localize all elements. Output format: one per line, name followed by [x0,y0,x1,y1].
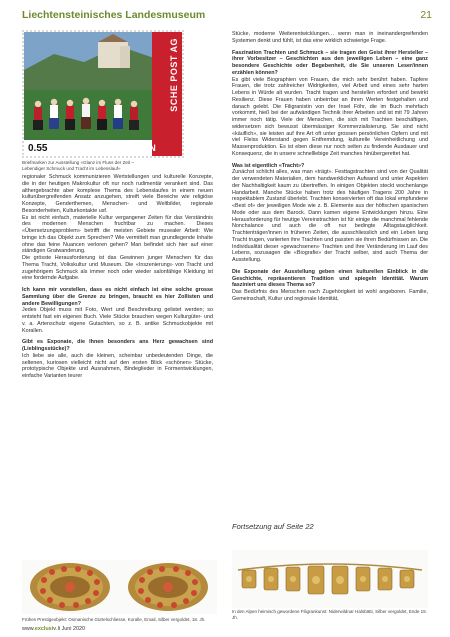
stamp-illustration [24,32,182,156]
footer [22,626,85,632]
footer-suffix: .li Juni 2020 [56,626,85,632]
stamp-caption-line: Lebendiger Schmuck und Tracht im Lebenslauf» [22,165,121,171]
continued-note: Fortsetzung auf Seite 22 [232,522,314,531]
paragraph: Stücke, moderne Weiterentwicklungen… wenn man in ineinandergreifenden Systemen denkt und fühlt, ist das eine wirklich schwierige Frage. [232,31,428,44]
left-column [22,174,213,380]
stamp-country: LIECHTENSTEIN [81,143,156,153]
interview-question: Gibt es Exponate, die Ihnen besonders ans Herz gewachsen sind (Lieblingsstücke)? [22,339,213,352]
interview-question: Ich kann mir vorstellen, dass es nicht einfach ist eine solche grosse Sammlung über die Grenze zu bringen, braucht es hier Zollisten und andere Bewilligungen? [22,287,213,307]
stamp-post-label: SCHE POST AG [169,38,179,112]
paragraph: Zunächst schlicht alles, was man «trägt». Festtagstrachten sind von der Qualität der verwendeten Materialien, dem handwerklichen Aufwand und unter Aspekten der Nachhaltigkeit kaum zu übertreffen. In einigen Objekten steckt wochenlange Handarbeit. Manche Stücke haben trotz des häufigen Tragens 200 Jahre in respektablem Zustand überlebt. Trachten konservierten oft das lokal empfundene «Best of» der jeweiligen Mode wie z. B. Elemente aus der höfischen spanischen Mode oder aus dem Barock. Dann kamen eigene Entwicklungen hinzu. Eine Herausforderung für heutige Vereinstrachten ist für einige die manchmal fehlende Nonchalance und auch die oft nur bedingte Alltagstauglichkeit. Trachtenträger/innen in früheren Zeiten, die ausschliesslich und ein Leben lang Tracht trugen, variierten ihre Trachten und passten sie ihren Bedürfnissen an. Die Individualität dieser «gewachsenen» Trachten und ihre Veränderung im Lauf des Lebens, sozusagen die «Biografie» der Tracht selber, sind auch Thema der Ausstellung. [232,169,428,263]
stamp-caption [22,160,207,171]
right-column [232,31,428,303]
interview-question: Faszination Trachten und Schmuck – sie tragen den Geist ihrer Hersteller – ihrer Vorbesitzer – Geschichten aus den jeweiligen Leben – eine ganz besondere Geschichte oder Begebenheit, die Sie unseren Leser/innen erzählen können? [232,49,428,76]
footer-prefix: www. [22,626,35,632]
interview-question: Was ist eigentlich «Tracht»? [232,162,305,169]
paragraph: regionaler Schmuck kommunizieren Wertstellungen und kulturelle Konzepte, die in der heutigen Makrokultur oft nur noch rudimentär verankert sind. Das althergebrachte aber komplexe Thema des Lebenslaufes in einem neuen kulturübergreifenden Ansatz anzugehen, streift viele Bereiche wie religiöse Konzepte, Genderthemen, Menschen- und Weltbilder, regionale Besonderheiten, Kulturkontakte usf. [22,174,213,214]
stamp-value: 0.55 [28,143,48,154]
footer-brand: exclusiv [34,626,57,632]
interview-question: Die Exponate der Ausstellung geben einen kulturellen Einblick in die Geschichte, repräsentieren Tradition und spiegeln Identität. Warum fasziniert uns dieses Thema so? [232,268,428,289]
paragraph: Ich liebe sie alle, auch die kleinen, scheinbar unbedeutenden Dinge, die seltenen, kuriosen vielleicht nicht auf den ersten Blick «schönen» Stücke, prototypische Objekte und Ausnahmen, Bindeglieder in Formentwicklungen, einfache Varianten teurer [22,352,213,379]
paragraph: Es gibt viele Biographien von Frauen, die mich sehr berührt haben. Tapfere Frauen, die trotz zahlreicher Widrigkeiten, viel Arbeit und eines sehr harten Lebens in Würde alt wurden. Tracht tragen und herstellen erfordert und bewirkt Resilienz. Diese Frauen haben unbeirrbar an ihren Werten festgehalten und danach gelebt. Die Filigranistin von der Insel Föhr, die im Buch mehrfach vorkommt, hieß bei der aufwändigen Technik ihrer Arbeiten und ist mit 79 Jahren immer noch tätig. Viele der Menschen, die sich mit Trachten beschäftigen, widersetzen sich bewusst übermässiger Kommerzialisierung. Sie sind nicht «käuflich», sie leisten auf ihre Art oft unter grossen persönlichen Opfern und mit viel Fleiss Widerstand gegen Entfremdung, kulturelle Vereinheitlichung und Massenproduktion. Es ist eben diese nur noch selten zu findende Ausdauer und Konsequenz, die in unsere schnelllebige Zeit manches hinübergerettet hat. [232,76,428,157]
filigree-necklace-photo [232,550,428,608]
paragraph: Das Bedürfnis des Menschen nach Zugehörigkeit ist wohl angeboren. Familie, Gemeinschaft, Kultur und regionale Identität, [232,289,428,302]
filigree-necklace-caption: In den Alpen heimisch gewordene Filigrankunst: Niderwildnar Halsbätti, Silber vergoldet, Ende 19. Jh. [232,609,427,620]
page-number: 21 [420,9,432,21]
header-title: Liechtensteinisches Landesmuseum [22,9,206,21]
belt-buckle-photo [22,560,217,614]
stamp-caption-line: Briefmarken zur Ausstellung «Glanz im Fluss der Zeit – [22,160,135,165]
paragraph: Die grösste Herausforderung ist das Gewinnen junger Menschen für das Thema Tracht, Volkskultur und Museum. Die «Inszenierung» von Tracht und zugehörigem Schmuck als immer noch oder wieder salonfähige Kleidung ist eine fordernde Aufgabe. [22,255,213,282]
stamp-image [22,30,184,158]
belt-buckle-caption: Frühes Prestigeobjekt: Osmanische Gürtelschliesse, Koralle, Email, Silber vergoldet, 18. Jh. [22,617,206,622]
paragraph: Es ist nicht einfach, materielle Kultur vergangener Zeiten für das Verständnis des modernen Menschen fruchtbar zu machen. Dieses «Übersetzungsproblem» betrifft die meisten Gebiete musealer Arbeit: Wie bringe ich das Objekt zum Sprechen? Wie vermittelt man grundlegende Inhalte ohne das feine Nuancen verloren gehen? Man befindet sich hier auf einer ständigen Gratwanderung. [22,214,213,255]
paragraph: Jedes Objekt muss mit Foto, Wert und Beschreibung gelistet werden; so entsteht fast ein eigenes Buch. Viele Stücke brauchen wegen Kulturgüter- und v. a. Artenschutz eigene Gutachten, so z. B. antike Schmuckobjekte mit Korallen. [22,307,213,334]
